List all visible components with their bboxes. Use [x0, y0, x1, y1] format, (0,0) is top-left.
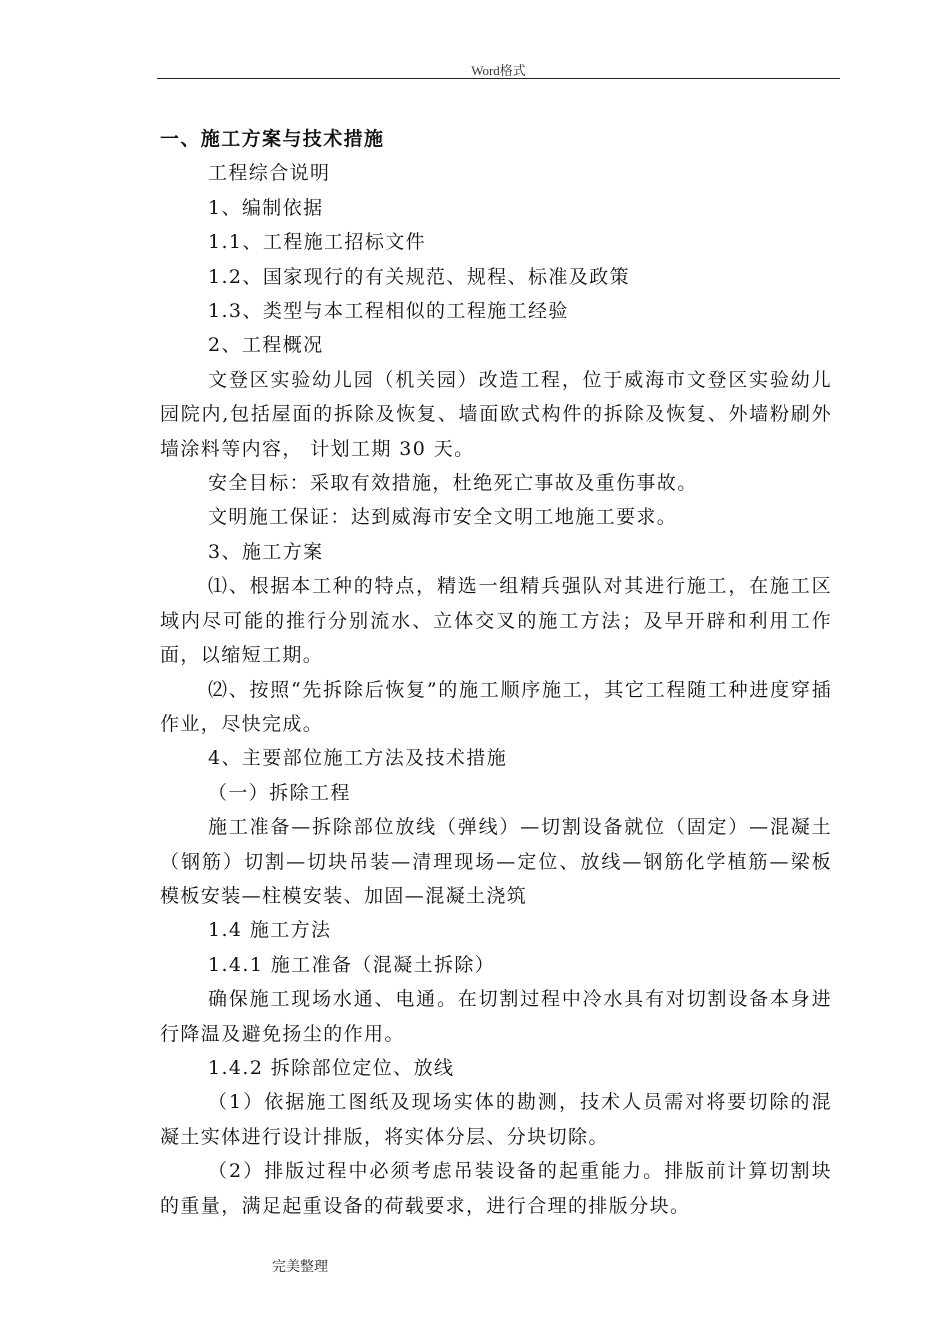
paragraph-1-3: 1.3、类型与本工程相似的工程施工经验 [208, 300, 569, 323]
paragraph-layout-2: （2）排版过程中必须考虑吊装设备的起重能力。排版前计算切割块的重量，满足起重设备的荷载要求，进行合理的排版分块。 [160, 1160, 832, 1217]
paragraph-demolition-heading: （一）拆除工程 [208, 781, 351, 804]
paragraph-water-power: 确保施工现场水通、电通。在切割过程中冷水具有对切割设备本身进行降温及避免扬尘的作用。 [160, 988, 832, 1045]
paragraph-1-4: 1.4 施工方法 [208, 919, 332, 942]
paragraph-plan-2: ⑵、按照“先拆除后恢复”的施工顺序施工，其它工程随工种进度穿插作业，尽快完成。 [160, 678, 832, 735]
paragraph-plan-1: ⑴、根据本工种的特点，精选一组精兵强队对其进行施工，在施工区域内尽可能的推行分别流水、立体交叉的施工方法；及早开辟和利用工作面，以缩短工期。 [160, 575, 832, 667]
paragraph-1-2: 1.2、国家现行的有关规范、规程、标准及政策 [208, 265, 631, 288]
paragraph-layout-1: （1）依据施工图纸及现场实体的勘测，技术人员需对将要切除的混凝土实体进行设计排版，将实体分层、分块切除。 [160, 1091, 832, 1148]
paragraph-plan-heading: 3、施工方案 [208, 540, 324, 563]
section-heading: 一、施工方案与技术措施 [160, 128, 385, 150]
paragraph-1-4-1: 1.4.1 施工准备（混凝土拆除） [208, 953, 496, 976]
paragraph-overview: 工程综合说明 [208, 162, 331, 185]
paragraph-civilized-construction: 文明施工保证：达到威海市安全文明工地施工要求。 [208, 506, 678, 529]
paragraph-methods-heading: 4、主要部位施工方法及技术措施 [208, 747, 508, 770]
page-footer: 完美整理 [272, 1259, 328, 1275]
paragraph-1-1: 1.1、工程施工招标文件 [208, 231, 427, 254]
paragraph-1-4-2: 1.4.2 拆除部位定位、放线 [208, 1056, 455, 1079]
paragraph-project-summary-heading: 2、工程概况 [208, 334, 324, 357]
paragraph-project-summary: 文登区实验幼儿园（机关园）改造工程，位于威海市文登区实验幼儿园院内,包括屋面的拆除及恢复、墙面欧式构件的拆除及恢复、外墙粉刷外墙涂料等内容， 计划工期 30 天。 [160, 368, 832, 460]
paragraph-basis: 1、编制依据 [208, 196, 324, 219]
document-body [160, 122, 832, 1223]
paragraph-demolition-sequence: 施工准备—拆除部位放线（弹线）—切割设备就位（固定）—混凝土（钢筋）切割—切块吊装—清理现场—定位、放线—钢筋化学植筋—梁板模板安装—柱模安装、加固—混凝土浇筑 [160, 816, 832, 907]
header-rule [157, 78, 840, 79]
page-header: Word格式 [471, 63, 526, 78]
paragraph-safety-goal: 安全目标：采取有效措施，杜绝死亡事故及重伤事故。 [208, 472, 698, 495]
